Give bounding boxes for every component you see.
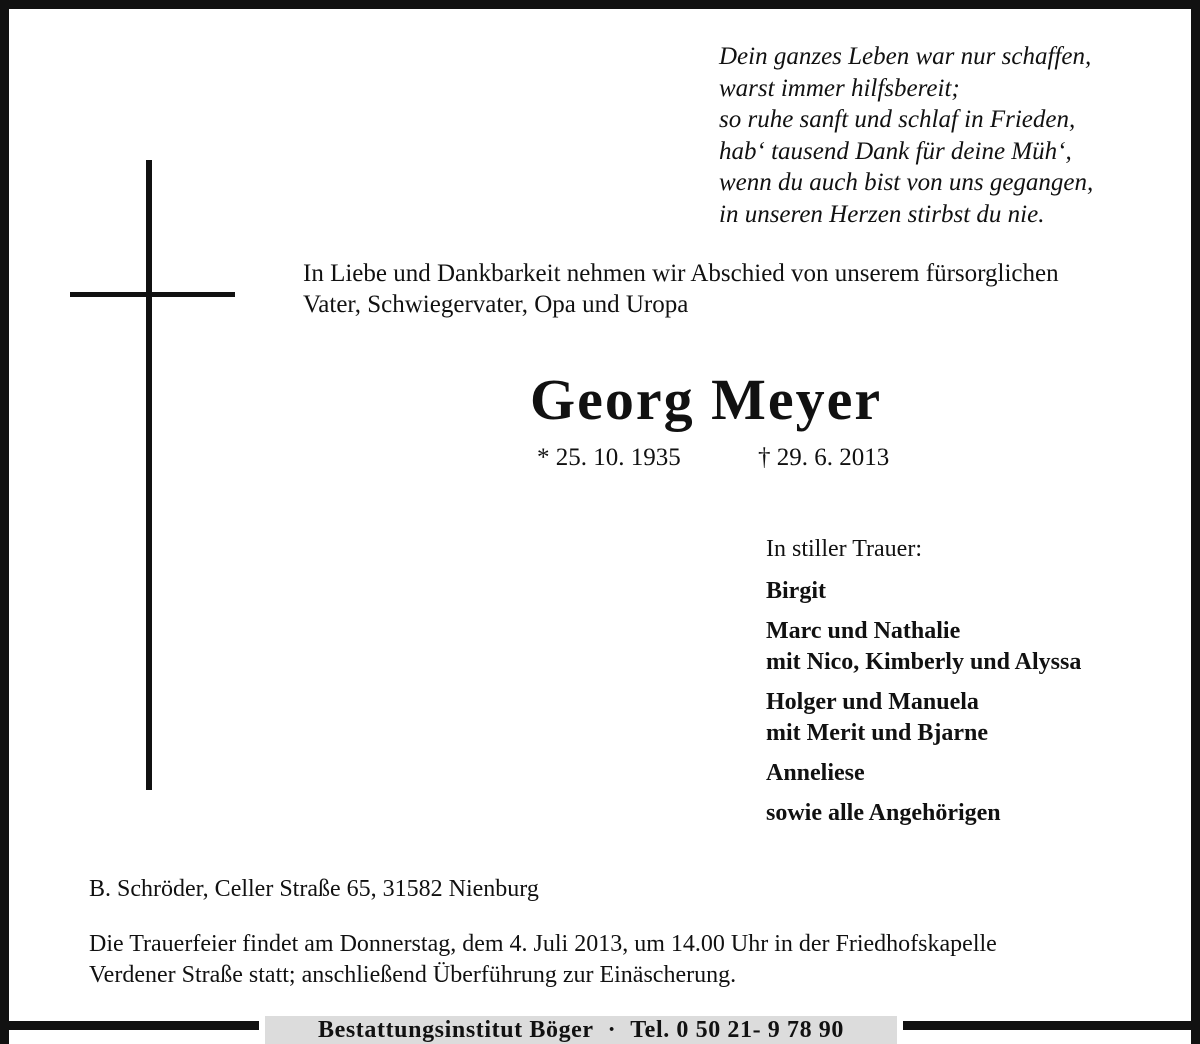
intro-line: Vater, Schwiegervater, Opa und Uropa (303, 291, 689, 318)
mourner-group (766, 798, 1081, 829)
poem-line: hab‘ tausend Dank für deine Müh‘, (719, 137, 1072, 165)
mourner-line: Anneliese (766, 760, 865, 786)
mourner-line: Marc und Nathalie (766, 618, 961, 644)
mourner-line: Birgit (766, 578, 826, 604)
mourner-line: Holger und Manuela (766, 689, 979, 715)
poem-line: Dein ganzes Leben war nur schaffen, (719, 43, 1092, 70)
funeral-home-banner (259, 1016, 903, 1044)
ceremony-line: Verdener Straße statt; anschließend Überführung zur Einäscherung. (89, 962, 737, 988)
mourners-list (766, 576, 1081, 838)
mourner-group (766, 687, 1081, 749)
mourner-line: sowie alle Angehörigen (766, 800, 1001, 826)
mourner-group (766, 758, 1081, 789)
family-address: B. Schröder, Celler Straße 65, 31582 Nienburg (89, 876, 539, 902)
mourner-group (766, 576, 1081, 607)
death-date: † 29. 6. 2013 (758, 444, 890, 471)
poem-line: so ruhe sanft und schlaf in Frieden, (719, 106, 1076, 133)
poem-line: in unseren Herzen stirbst du nie. (719, 200, 1045, 228)
poem-line: wenn du auch bist von uns gegangen, (719, 169, 1094, 196)
poem (719, 41, 1093, 230)
funeral-home-phone: Tel. 0 50 21- 9 78 90 (630, 1016, 844, 1043)
cross-vertical-bar (146, 160, 152, 790)
ceremony-info (89, 929, 997, 991)
intro-line: In Liebe und Dankbarkeit nehmen wir Abschied von unserem fürsorglichen (303, 260, 1059, 287)
ceremony-line: Die Trauerfeier findet am Donnerstag, dem 4. Juli 2013, um 14.00 Uhr in der Friedhofskapelle (89, 931, 997, 957)
mourner-line: mit Nico, Kimberly und Alyssa (766, 649, 1082, 675)
mourning-heading: In stiller Trauer: (766, 536, 922, 562)
mourner-line: mit Merit und Bjarne (766, 720, 988, 746)
birth-date: * 25. 10. 1935 (537, 444, 681, 471)
mourner-group (766, 616, 1081, 678)
funeral-home-name: Bestattungsinstitut Böger (318, 1016, 594, 1043)
footer-separator: · (607, 1016, 617, 1043)
cross-horizontal-bar (70, 292, 235, 297)
intro-text (303, 258, 1059, 320)
poem-line: warst immer hilfsbereit; (719, 74, 960, 102)
deceased-name: Georg Meyer (530, 367, 883, 432)
